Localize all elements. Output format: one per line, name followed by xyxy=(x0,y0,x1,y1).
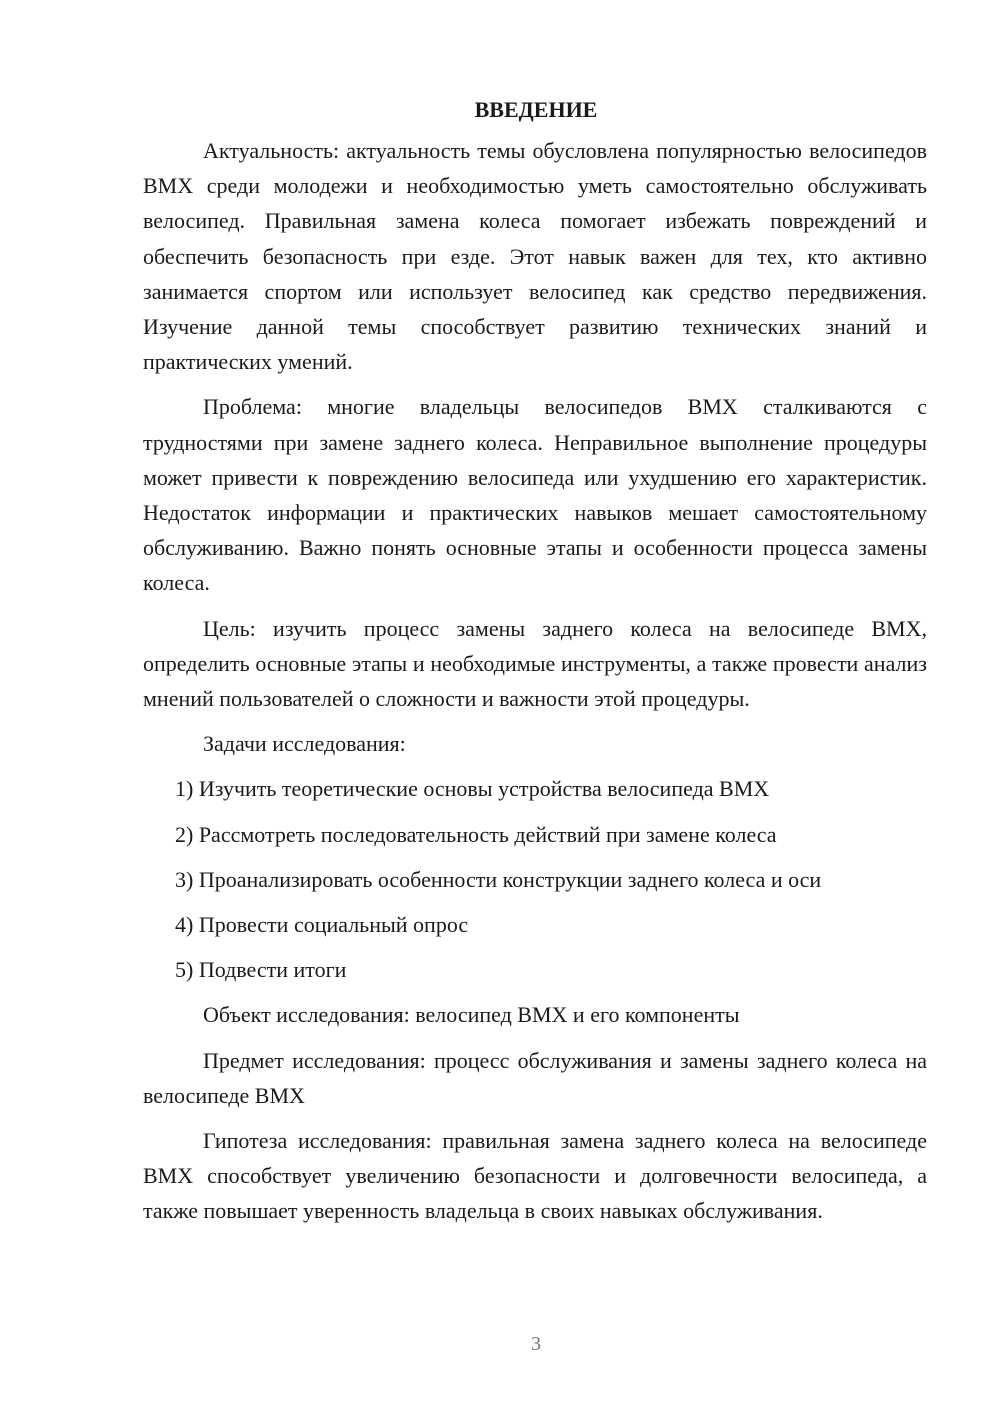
paragraph-subject: Предмет исследования: процесс обслуживания и замены заднего колеса на велосипеде BMX xyxy=(143,1047,927,1108)
paragraph-relevance: Актуальность: актуальность темы обусловлена популярностью велосипедов BMX среди молодежи и необходимостью уметь самостоятельно обслуживать велосипед. Правильная замена колеса помогает избежать повреждений и обеспечить безопасность при езде. Этот навык важен для тех, кто активно занимается спортом или использует велосипед как средство передвижения. Изучение данной темы способствует развитию технических знаний и практических умений. xyxy=(143,138,927,375)
document-page xyxy=(143,92,927,1229)
task-item-5: 5) Подвести итоги xyxy=(175,957,347,983)
task-item-1: 1) Изучить теоретические основы устройства велосипеда BMX xyxy=(175,776,770,802)
task-list xyxy=(143,771,927,987)
paragraph-object: Объект исследования: велосипед BMX и его компоненты xyxy=(203,1002,740,1028)
paragraph-problem: Проблема: многие владельцы велосипедов BMX сталкиваются с трудностями при замене заднего колеса. Неправильное выполнение процедуры может привести к повреждению велосипеда или ухудшению его характеристик. Недостаток информации и практических навыков мешает самостоятельному обслуживанию. Важно понять основные этапы и особенности процесса замены колеса. xyxy=(143,394,927,596)
task-item-2: 2) Рассмотреть последовательность действий при замене колеса xyxy=(175,821,777,847)
paragraph-goal: Цель: изучить процесс замены заднего колеса на велосипеде BMX, определить основные этапы и необходимые инструменты, а также провести анализ мнений пользователей о сложности и важности этой процедуры. xyxy=(143,615,927,712)
page-number: 3 xyxy=(531,1333,541,1355)
paragraph-hypothesis: Гипотеза исследования: правильная замена заднего колеса на велосипеде BMX способствует увеличению безопасности и долговечности велосипеда, а также повышает уверенность владельца в своих навыках обслуживания. xyxy=(143,1128,927,1224)
tasks-title: Задачи исследования: xyxy=(203,731,406,757)
task-item-4: 4) Провести социальный опрос xyxy=(175,912,469,938)
task-item-3: 3) Проанализировать особенности конструкции заднего колеса и оси xyxy=(175,866,822,892)
section-heading: ВВЕДЕНИЕ xyxy=(474,97,598,122)
